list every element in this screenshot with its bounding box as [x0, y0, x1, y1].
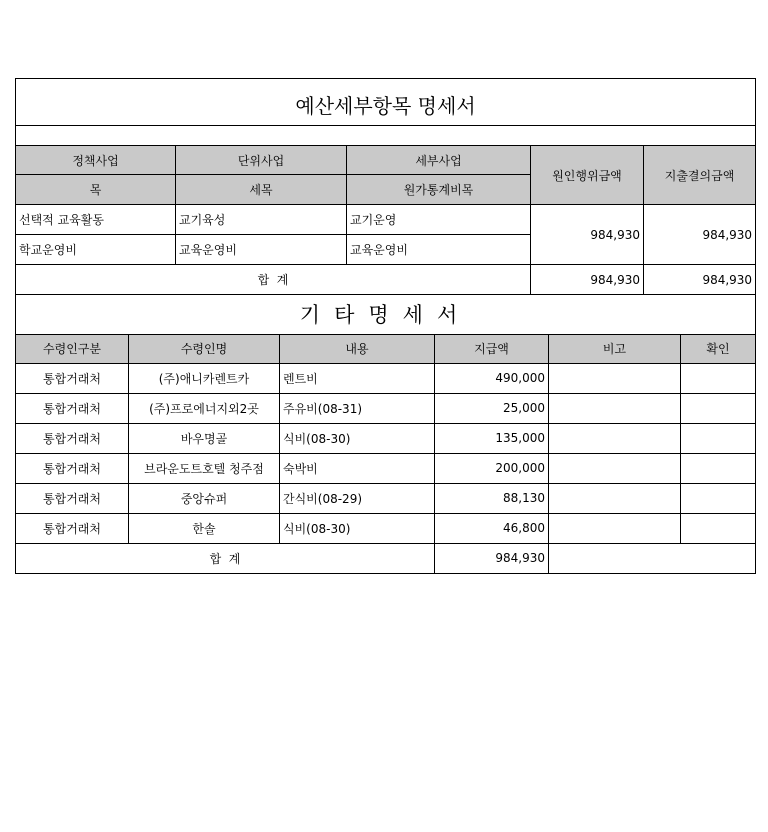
- note-cell: [549, 423, 681, 453]
- costitem-value: 교육운영비: [347, 235, 531, 265]
- other-detail-table: [15, 295, 756, 574]
- payment-amount: 135,000: [435, 423, 549, 453]
- header-item: 목: [16, 175, 176, 205]
- note-cell: [549, 393, 681, 423]
- recipient-name: 한솔: [129, 513, 280, 543]
- note-cell: [549, 483, 681, 513]
- confirm-cell: [681, 393, 756, 423]
- recipient-type: 통합거래처: [16, 393, 129, 423]
- header-note: 비고: [549, 334, 681, 363]
- header-content: 내용: [280, 334, 435, 363]
- policy-value: 선택적 교육활동: [16, 205, 176, 235]
- subitem-value: 교육운영비: [176, 235, 347, 265]
- table-row: [16, 423, 756, 453]
- unit-value: 교기육성: [176, 205, 347, 235]
- budget-total-cause: 984,930: [531, 265, 644, 295]
- recipient-type: 통합거래처: [16, 453, 129, 483]
- note-cell: [549, 513, 681, 543]
- note-cell: [549, 453, 681, 483]
- payment-amount: 490,000: [435, 363, 549, 393]
- table-row: [16, 393, 756, 423]
- budget-title: 예산세부항목 명세서: [16, 79, 756, 126]
- header-recipient-type: 수령인구분: [16, 334, 129, 363]
- recipient-type: 통합거래처: [16, 513, 129, 543]
- other-title: 기타명세서: [16, 295, 756, 334]
- header-expense-amount: 지출결의금액: [644, 146, 756, 205]
- table-row: [16, 513, 756, 543]
- budget-detail-table: [15, 78, 756, 295]
- payment-amount: 25,000: [435, 393, 549, 423]
- table-row: [16, 483, 756, 513]
- budget-total-expense: 984,930: [644, 265, 756, 295]
- header-costitem: 원가통계비목: [347, 175, 531, 205]
- confirm-cell: [681, 483, 756, 513]
- payment-amount: 200,000: [435, 453, 549, 483]
- header-recipient-name: 수령인명: [129, 334, 280, 363]
- confirm-cell: [681, 363, 756, 393]
- table-row: [16, 363, 756, 393]
- other-total-label: 합 계: [16, 543, 435, 573]
- recipient-type: 통합거래처: [16, 483, 129, 513]
- recipient-type: 통합거래처: [16, 363, 129, 393]
- header-detail: 세부사업: [347, 146, 531, 175]
- payment-content: 숙박비: [280, 453, 435, 483]
- payment-content: 식비(08-30): [280, 423, 435, 453]
- recipient-name: (주)애니카렌트카: [129, 363, 280, 393]
- note-cell: [549, 363, 681, 393]
- budget-total-label: 합 계: [16, 265, 531, 295]
- recipient-name: 브라운도트호텔 청주점: [129, 453, 280, 483]
- header-unit: 단위사업: [176, 146, 347, 175]
- payment-amount: 88,130: [435, 483, 549, 513]
- header-cause-amount: 원인행위금액: [531, 146, 644, 205]
- detail-value: 교기운영: [347, 205, 531, 235]
- header-policy: 정책사업: [16, 146, 176, 175]
- confirm-cell: [681, 453, 756, 483]
- cause-amount-value: 984,930: [531, 205, 644, 265]
- expense-amount-value: 984,930: [644, 205, 756, 265]
- payment-content: 렌트비: [280, 363, 435, 393]
- table-row: [16, 453, 756, 483]
- header-payment: 지급액: [435, 334, 549, 363]
- spacer-row: [16, 126, 756, 146]
- payment-content: 주유비(08-31): [280, 393, 435, 423]
- header-confirm: 확인: [681, 334, 756, 363]
- payment-amount: 46,800: [435, 513, 549, 543]
- recipient-type: 통합거래처: [16, 423, 129, 453]
- payment-content: 간식비(08-29): [280, 483, 435, 513]
- other-total-empty: [549, 543, 756, 573]
- header-subitem: 세목: [176, 175, 347, 205]
- recipient-name: 바우명골: [129, 423, 280, 453]
- recipient-name: (주)프로에너지외2곳: [129, 393, 280, 423]
- recipient-name: 중앙슈퍼: [129, 483, 280, 513]
- payment-content: 식비(08-30): [280, 513, 435, 543]
- item-value: 학교운영비: [16, 235, 176, 265]
- other-total-amount: 984,930: [435, 543, 549, 573]
- confirm-cell: [681, 423, 756, 453]
- confirm-cell: [681, 513, 756, 543]
